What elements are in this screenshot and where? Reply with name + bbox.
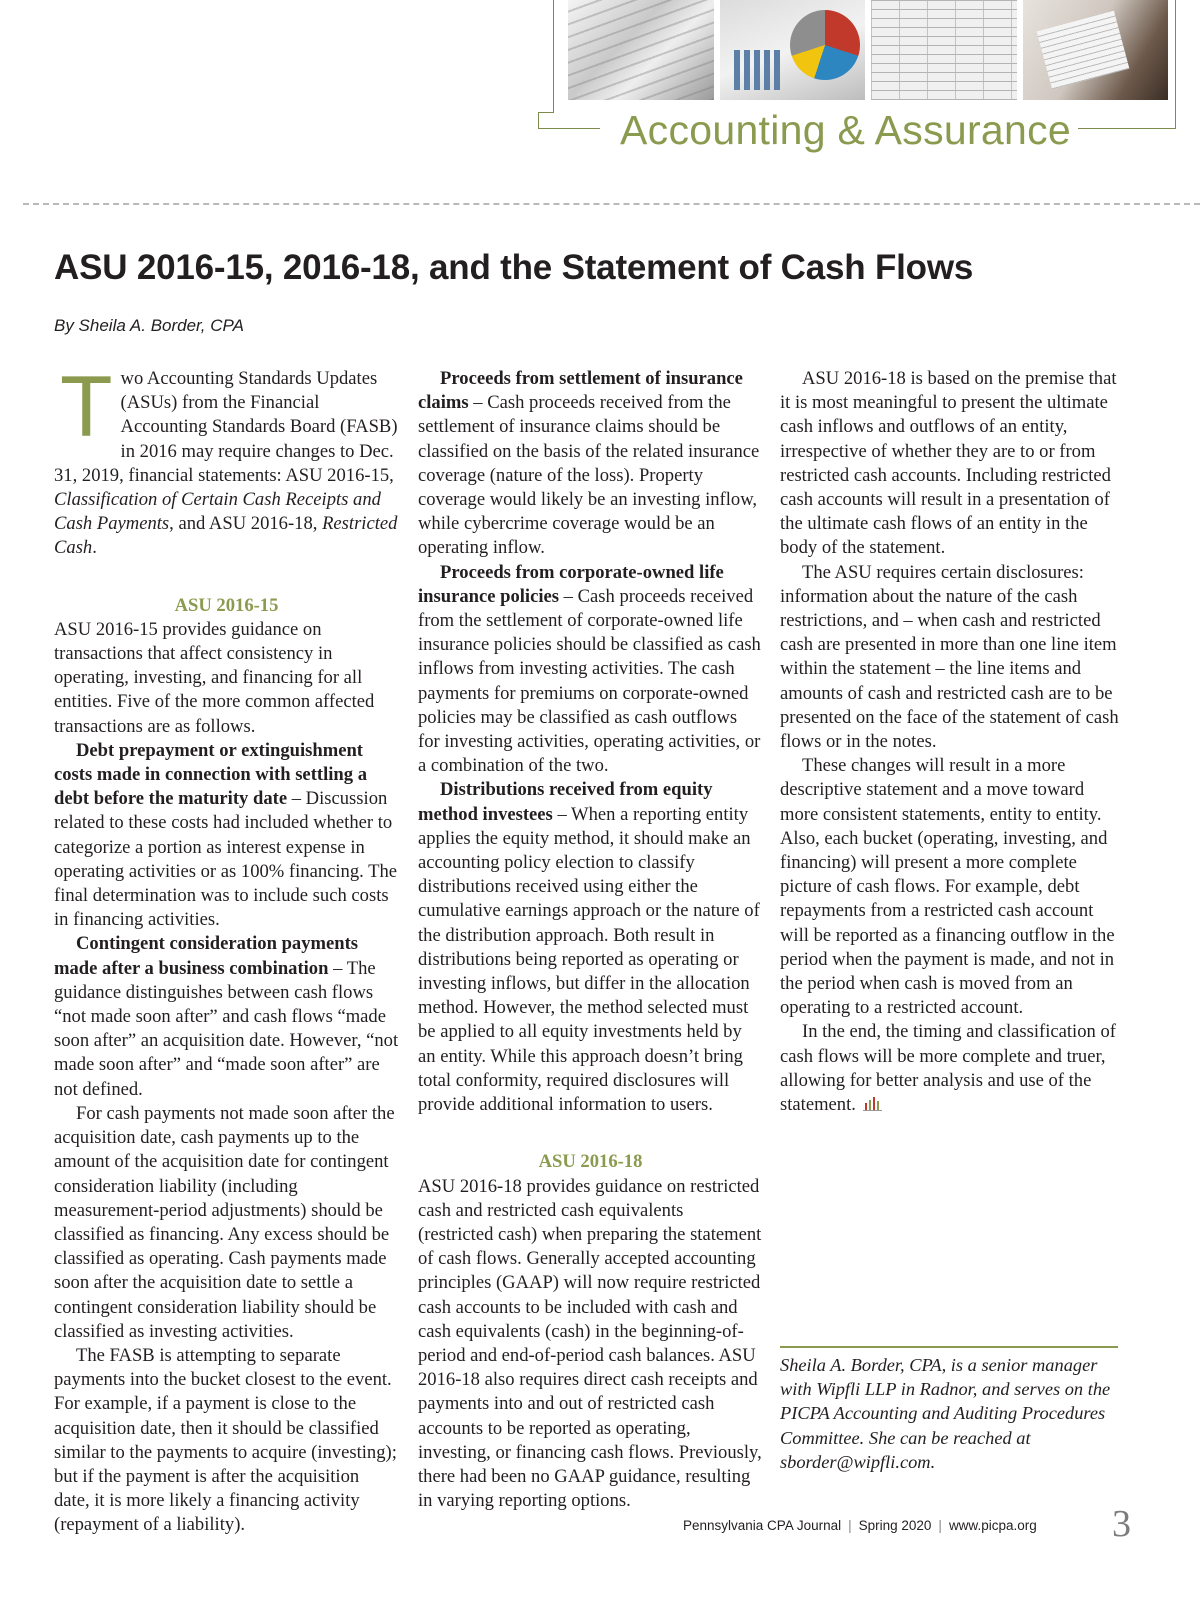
fasb-paragraph: The FASB is attempting to separate payments into the bucket closest to the event. For example, if a payment is close to the acquisition date, then it should be classified similar to the payments to acquire (investing); but if the payment is after the acquisition date, it is more likely a financing activity (repayment of a liability). — [54, 1344, 397, 1536]
disclosures-paragraph: The ASU requires certain disclosures: information about the nature of the cash restrictions, and – when cash and restricted cash are presented in more than one line item within the statement – the line items and amounts of cash and restricted cash are to be presented on the face of the statement of cash flows or in the notes. — [780, 561, 1119, 753]
header-frame-bottom-right — [1078, 128, 1176, 129]
header-frame-corner-right — [1175, 112, 1176, 129]
author-bio: Sheila A. Border, CPA, is a senior manager with Wipfli LLP in Radnor, and serves on the PICPA Accounting and Auditing Procedures Committee. She can be reached at sborder@wipfli.com. — [780, 1355, 1111, 1472]
guidance-paragraph: ASU 2016-15 provides guidance on transactions that affect consistency in operating, investing, and financing for all entities. Five of the more common affected transactions are as follows. — [54, 618, 375, 737]
header-frame-left — [553, 0, 554, 112]
article-column-1 — [54, 359, 399, 1538]
charts-photo — [720, 0, 866, 100]
subheading-asu-2016-15: ASU 2016-15 — [174, 594, 279, 616]
journal-name: Pennsylvania CPA Journal — [683, 1518, 842, 1533]
article-headline: ASU 2016-15, 2016-18, and the Statement of Cash Flows — [54, 248, 974, 287]
insurance-claims-paragraph: Proceeds from settlement of insurance claims – Cash proceeds received from the settlement of insurance claims should be classified on the basis of the related insurance coverage (nature of the loss). Property coverage would likely be an investing inflow, while cybercrime coverage would be an operating inflow. — [418, 368, 760, 559]
header-frame-right — [1175, 0, 1176, 112]
header-photo-strip — [568, 0, 1168, 100]
page-number: 3 — [1112, 1503, 1131, 1545]
bio-divider — [780, 1346, 1118, 1348]
drop-cap: T — [60, 359, 113, 455]
cash-payments-paragraph: For cash payments not made soon after the acquisition date, cash payments up to the amount of the acquisition date for contingent consideration liability (including measurement-period adjustments) should be classified as financing. Any excess should be classified as operating. Cash payments made soon after the acquisition date to settle a contingent consideration liability should be classified as investing activities. — [54, 1102, 395, 1342]
intro-paragraph: Two Accounting Standards Updates (ASUs) from the Financial Accounting Standards Board (FASB) in 2016 may require changes to Dec. 31, 2019, financial statements: ASU 2016-15, Classification of Certain Cash Receipts and Cash Payments, and ASU 2016-18, Restricted Cash. — [54, 359, 398, 559]
end-mark-icon — [862, 1095, 884, 1111]
subheading-asu-2016-18: ASU 2016-18 — [538, 1151, 643, 1173]
header-frame-corner-left-top — [538, 112, 554, 113]
spreadsheet-photo — [871, 0, 1017, 100]
page-footer: Pennsylvania CPA Journal | Spring 2020 | www.picpa.org — [683, 1518, 1037, 1533]
issue-date: Spring 2020 — [858, 1518, 932, 1533]
keyboard-photo — [568, 0, 714, 100]
article-byline: By Sheila A. Border, CPA — [54, 316, 244, 335]
header-frame-bottom-left — [538, 128, 600, 129]
reading-report-photo — [1023, 0, 1169, 100]
dashed-divider — [23, 203, 1200, 205]
premise-paragraph: ASU 2016-18 is based on the premise that it is most meaningful to present the ultimate cash inflows and outflows of an entity, irrespective of whether they are to or from restricted cash accounts. Including restricted cash accounts will result in a presentation of the ultimate cash flows of an entity in the body of the statement. — [780, 368, 1117, 559]
article-column-2 — [418, 367, 763, 1513]
contingent-consideration-paragraph: Contingent consideration payments made after a business combination – The guidance distinguishes between cash flows “not made soon after” and cash flows “made soon after” an acquisition date. However, “not made soon after” and “made soon after” are not defined. — [54, 933, 399, 1100]
coli-paragraph: Proceeds from corporate-owned life insurance policies – Cash proceeds received from the settlement of corporate-owned life insurance policies should be classified as cash inflows from investing activities. The cash payments for premiums on corporate-owned policies may be classified as cash outflows for investing activities, operating activities, or a combination of the two. — [418, 561, 761, 777]
changes-paragraph: These changes will result in a more descriptive statement and a move toward more consistent statements, entity to entity. Also, each bucket (operating, investing, and financing) will present a more complete picture of cash flows. For example, debt repayments from a restricted cash account will be reported as a financing outflow in the period when the payment is made, and not in the period when cash is moved from an operating to a restricted account. — [780, 755, 1115, 1019]
equity-method-paragraph: Distributions received from equity method investees – When a reporting entity applies the equity method, it should make an accounting policy election to classify distributions received using either the cumulative earnings approach or the nature of the distribution approach. Both result in distributions being reported as operating or investing inflows, but differ in the allocation method. However, the method selected must be applied to all equity investments held by an entity. While this approach doesn’t bring total conformity, required disclosures will provide additional information to users. — [418, 779, 760, 1116]
header-frame-corner-left — [538, 112, 539, 129]
conclusion-paragraph: In the end, the timing and classification of cash flows will be more complete and truer, allowing for better analysis and use of the statement. — [780, 1021, 1116, 1116]
debt-prepayment-paragraph: Debt prepayment or extinguishment costs made in connection with settling a debt before the maturity date – Discussion related to these costs had included whether to categorize a portion as interest expense in operating activities or as 100% financing. The final determination was to include such costs in financing activities. — [54, 739, 398, 931]
asu-2016-18-paragraph: ASU 2016-18 provides guidance on restricted cash and restricted cash equivalents (restricted cash) when preparing the statement of cash flows. Generally accepted accounting principles (GAAP) will now require restricted cash accounts to be included with cash and cash equivalents (cash) in the beginning-of-period and end-of-period cash balances. ASU 2016-18 also requires direct cash receipts and payments into and out of restricted cash accounts to be reported as operating, investing, or financing cash flows. Previously, there had been no GAAP guidance, resulting in varying reporting options. — [418, 1175, 762, 1512]
section-title: Accounting & Assurance — [620, 107, 1072, 153]
article-column-3 — [780, 367, 1125, 1117]
website-link[interactable]: www.picpa.org — [948, 1518, 1037, 1533]
